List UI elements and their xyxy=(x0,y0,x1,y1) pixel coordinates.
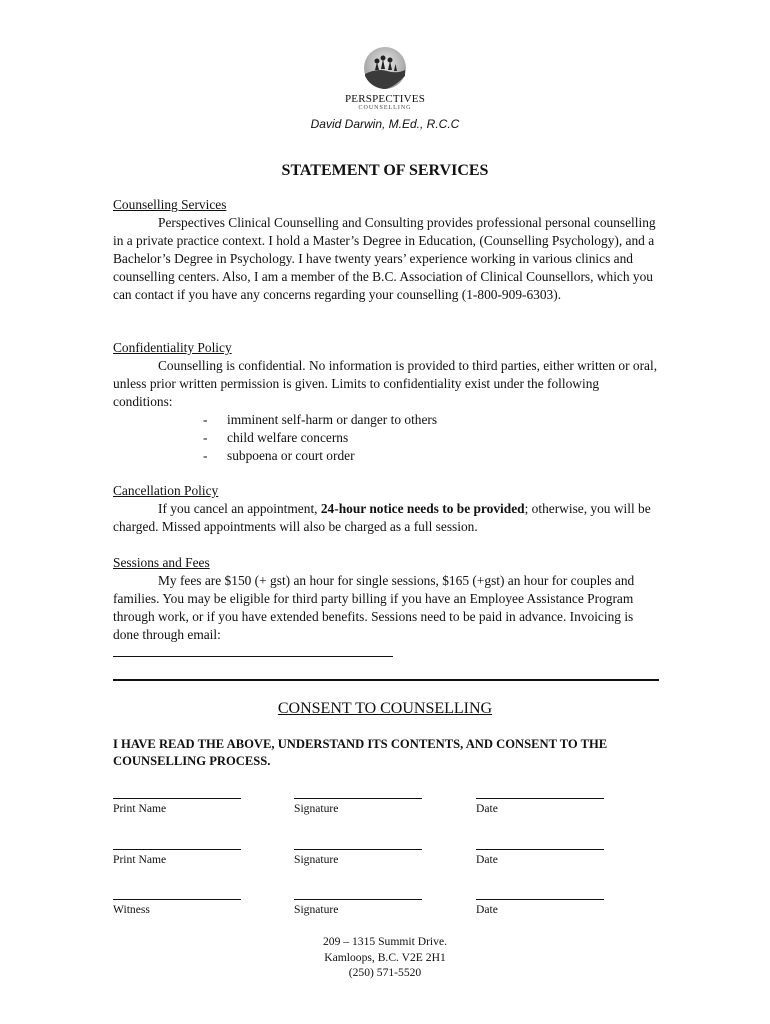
signature-label: Signature xyxy=(294,853,339,866)
counselling-services-section xyxy=(113,196,658,304)
section-divider xyxy=(113,679,659,681)
list-item: - subpoena or court order xyxy=(203,448,355,463)
signature-label: Signature xyxy=(294,903,339,916)
phone-number: (250) 571-5520 xyxy=(348,966,422,979)
logo-emblem-icon xyxy=(363,46,407,90)
signature-line[interactable] xyxy=(294,899,422,900)
print-name-line[interactable] xyxy=(113,798,241,799)
section-body: Perspectives Clinical Counselling and Consulting provides professional personal counselling in a private practice context. I hold a Master’s Degree in Education, (Counselling Psychology), and a Bachelor’s Degree in Psychology. I have twenty years’ experience working in various clinics and counselling centers. Also, I am a member of the B.C. Association of Clinical Counsellors, which you can contact if you have any concerns regarding your counselling (1-800-909-6303). xyxy=(113,215,656,302)
section-body: My fees are $150 (+ gst) an hour for single sessions, $165 (+gst) an hour for couples and families. You may be eligible for third party billing if you have an Employee Assistance Program through work, or if you have extended benefits. Sessions need to be paid in advance. Invoicing is done through email: xyxy=(113,573,635,642)
section-heading: Confidentiality Policy xyxy=(113,340,232,355)
consent-statement: I HAVE READ THE ABOVE, UNDERSTAND ITS CONTENTS, AND CONSENT TO THE COUNSELLING PROCESS. xyxy=(113,737,608,768)
conditions-list xyxy=(113,411,658,465)
date-label: Date xyxy=(476,853,498,866)
author-credentials: David Darwin, M.Ed., R.C.C xyxy=(310,117,460,131)
address-line: Kamloops, B.C. V2E 2H1 xyxy=(324,950,446,964)
cancellation-section xyxy=(113,482,658,536)
print-name-label: Print Name xyxy=(113,853,167,866)
section-body: Counselling is confidential. No information is provided to third parties, either written or oral, unless prior written permission is given. Limits to confidentiality exist under the following conditions: xyxy=(113,358,658,409)
print-name-line[interactable] xyxy=(113,849,241,850)
confidentiality-section xyxy=(113,339,658,465)
witness-line[interactable] xyxy=(113,899,241,900)
section-heading: Sessions and Fees xyxy=(113,555,210,570)
footer-address xyxy=(0,934,770,981)
witness-label: Witness xyxy=(113,903,150,916)
date-line[interactable] xyxy=(476,798,604,799)
signature-label: Signature xyxy=(294,802,339,815)
print-name-label: Print Name xyxy=(113,802,167,815)
section-heading: Counselling Services xyxy=(113,197,227,212)
list-item: - imminent self-harm or danger to others xyxy=(203,412,438,427)
address-line: 209 – 1315 Summit Drive. xyxy=(323,935,447,948)
date-line[interactable] xyxy=(476,849,604,850)
logo-subtitle: COUNSELLING xyxy=(358,105,412,111)
page-title: STATEMENT OF SERVICES xyxy=(281,162,489,179)
email-blank-line[interactable] xyxy=(113,656,393,657)
logo xyxy=(0,46,770,111)
signature-line[interactable] xyxy=(294,798,422,799)
signature-line[interactable] xyxy=(294,849,422,850)
section-heading: Cancellation Policy xyxy=(113,483,219,498)
date-line[interactable] xyxy=(476,899,604,900)
notice-emphasis: 24-hour notice needs to be provided xyxy=(320,501,525,516)
date-label: Date xyxy=(476,802,498,815)
consent-title: CONSENT TO COUNSELLING xyxy=(277,700,493,717)
date-label: Date xyxy=(476,903,498,916)
list-item: - child welfare concerns xyxy=(203,430,349,445)
sessions-fees-section xyxy=(113,554,658,644)
section-body: If you cancel an appointment, 24-hour notice needs to be provided; otherwise, you will be charged. Missed appointments will also be charged as a full session. xyxy=(113,501,651,534)
logo-name: PERSPECTIVES xyxy=(344,93,426,105)
